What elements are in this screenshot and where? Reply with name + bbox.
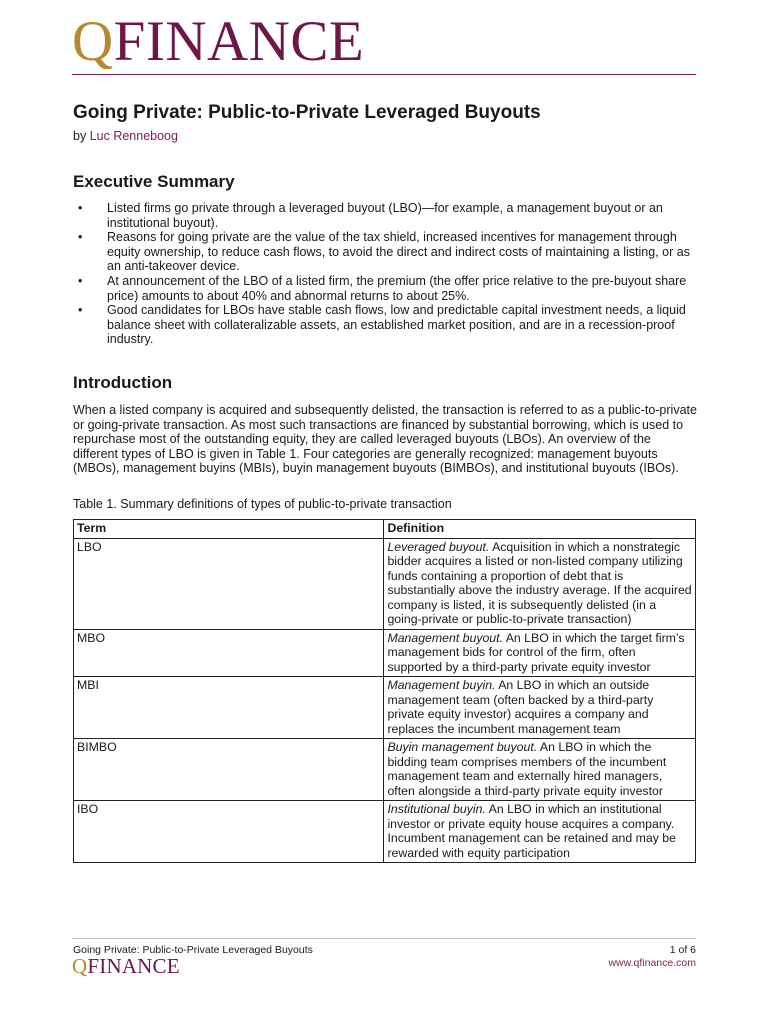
footer-rule (72, 938, 696, 939)
bullet-text: Listed firms go private through a leveraged buyout (LBO)—for example, a management buyout or an institutional buyout). (107, 201, 663, 230)
term-cell: MBI (74, 677, 384, 739)
table-row (74, 801, 696, 863)
summary-bullet (78, 230, 700, 274)
term-cell: LBO (74, 538, 384, 629)
summary-bullet (78, 303, 700, 347)
definition-text: An LBO in which an outside management team (often backed by a third-party private equity investor) acquires a company and replaces the incumbent management team (387, 678, 654, 736)
bullet-dot: • (78, 303, 83, 318)
byline-prefix: by (73, 129, 90, 143)
header-term: Term (74, 520, 384, 539)
table-row (74, 677, 696, 739)
introduction-heading: Introduction (73, 373, 173, 392)
logo-q: Q (72, 10, 114, 73)
definition-cell (384, 538, 696, 629)
footer-logo (72, 954, 180, 978)
bullet-text: Good candidates for LBOs have stable cash flows, low and predictable capital investment needs, a liquid balance sheet with collateralizable assets, an established market position, and are in a recession-proof industry. (107, 303, 686, 347)
table-row (74, 739, 696, 801)
page-number: 1 of 6 (669, 944, 696, 956)
article-title: Going Private: Public-to-Private Leveraged Buyouts (73, 102, 541, 123)
author-link[interactable]: Luc Renneboog (89, 129, 178, 143)
footer-url-link[interactable]: www.qfinance.com (608, 957, 696, 969)
definitions-table (73, 519, 696, 863)
logo-q: Q (72, 954, 88, 978)
table-row (74, 538, 696, 629)
bullet-dot: • (78, 273, 83, 288)
bullet-dot: • (78, 230, 83, 245)
summary-bullet (78, 274, 700, 303)
definition-text: An LBO in which an institutional investor or private equity house acquires a company. Incumbent management can be retained and may be rewarded with equity participation (387, 802, 676, 860)
definition-text: An LBO in which the target firm’s management bids for control of the firm, often supported by a third-party private equity investor (387, 630, 685, 674)
logo-finance: FINANCE (113, 10, 365, 73)
definition-cell (384, 629, 696, 677)
bullet-text: Reasons for going private are the value of the tax shield, increased incentives for management through equity ownership, to reduce cash flows, to avoid the direct and indirect costs of maintaining a listing, or as an anti-takeover device. (107, 230, 690, 274)
table-caption: Table 1. Summary definitions of types of public-to-private transaction (73, 497, 452, 511)
footer-title: Going Private: Public-to-Private Leveraged Buyouts (73, 944, 313, 956)
introduction-paragraph: When a listed company is acquired and subsequently delisted, the transaction is referred to as a public-to-private or going-private transaction. As most such transactions are financed by substantial borrowing, which is used to repurchase most of the outstanding equity, they are called leveraged buyouts (LBOs). An overview of the different types of LBO is given in Table 1. Four categories are generally recognized: management buyouts (MBOs), management buyins (MBIs), buyin management buyouts (BIMBOs), and institutional buyouts (IBOs). (73, 403, 697, 476)
definition-italic: Buyin management buyout. (387, 740, 538, 754)
definition-cell (384, 739, 696, 801)
definition-cell (384, 801, 696, 863)
executive-summary-heading: Executive Summary (73, 172, 235, 191)
definition-text: Acquisition in which a nonstrategic bidder acquires a listed or non-listed company utilizing funds containing a proportion of debt that is substantially above the industry average. If the acquired company is listed, it is subsequently delisted (in a going-private or public-to-private transaction) (387, 539, 692, 626)
header-rule (72, 74, 696, 75)
header-definition: Definition (384, 520, 696, 539)
executive-summary-list (78, 201, 700, 347)
qfinance-logo (72, 10, 364, 74)
table-header-row (74, 520, 696, 539)
logo-finance: FINANCE (87, 954, 180, 978)
definition-italic: Management buyin. (387, 678, 496, 692)
table-row (74, 629, 696, 677)
bullet-dot: • (78, 201, 83, 215)
definition-text: An LBO in which the bidding team comprises members of the incumbent management team and externally hired managers, often alongside a third-party private equity investor (387, 740, 667, 798)
term-cell: MBO (74, 629, 384, 677)
definition-cell (384, 677, 696, 739)
definition-italic: Institutional buyin. (387, 802, 486, 816)
bullet-text: At announcement of the LBO of a listed firm, the premium (the offer price relative to the pre-buyout share price) amounts to about 40% and abnormal returns to about 25%. (107, 273, 687, 303)
byline (73, 128, 178, 144)
summary-bullet (78, 201, 700, 230)
term-cell: IBO (74, 801, 384, 863)
term-cell: BIMBO (74, 739, 384, 801)
definition-italic: Management buyout. (387, 630, 503, 645)
definition-italic: Leveraged buyout. (387, 539, 490, 554)
